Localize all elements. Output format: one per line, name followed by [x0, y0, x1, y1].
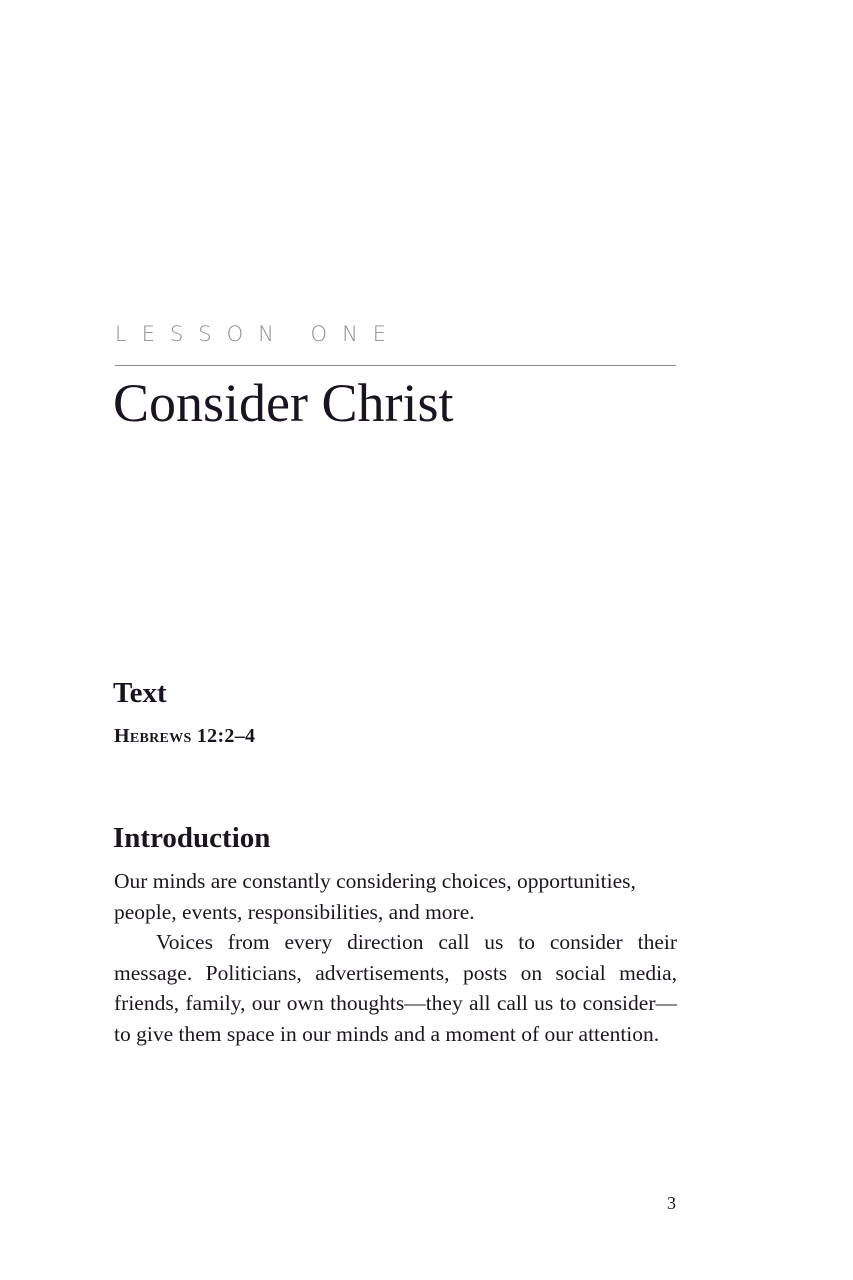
introduction-paragraph: Voices from every direction call us to consider their message. Politicians, advertisements, posts on social media, friends, family, our own thoughts—they all call us to consider—to give them space in our minds and a moment of our attention.	[114, 930, 677, 1046]
lesson-title: Consider Christ	[113, 373, 454, 433]
introduction-body	[114, 866, 677, 1049]
lesson-label: LESSON ONE	[115, 322, 402, 346]
title-divider	[115, 365, 676, 366]
scripture-reference: Hebrews 12:2–4	[114, 725, 256, 747]
page-number: 3	[667, 1193, 676, 1213]
text-section-heading: Text	[113, 677, 167, 709]
introduction-paragraph: Our minds are constantly considering choices, opportunities, people, events, responsibilities, and more.	[114, 869, 636, 924]
introduction-heading: Introduction	[113, 822, 271, 854]
